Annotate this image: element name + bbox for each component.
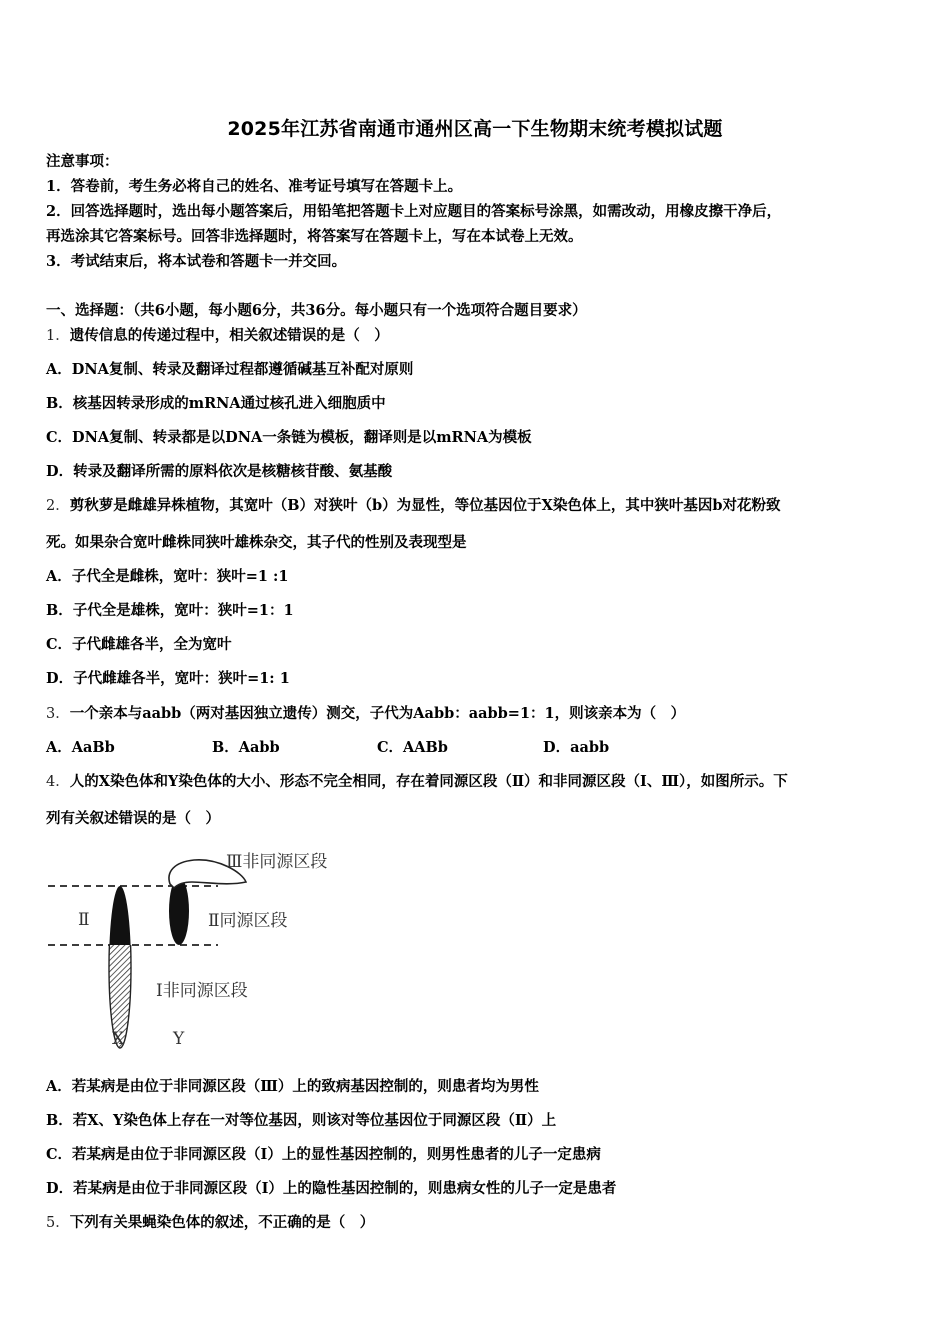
xy-chromosome-figure: [46, 848, 386, 1058]
notice-heading: 注意事项：: [46, 153, 119, 170]
question-2-option-c[interactable]: C．子代雌雄各半，全为宽叶: [46, 636, 232, 653]
page-title: 2025年江苏省南通市通州区高一下生物期末统考模拟试题: [227, 118, 723, 140]
label-y-chromosome: Y: [173, 1029, 185, 1049]
question-number: 3．: [46, 706, 70, 722]
question-4-option-b[interactable]: B．若X、Y染色体上存在一对等位基因，则该对等位基因位于同源区段（Ⅱ）上: [46, 1112, 557, 1129]
question-text: 剪秋萝是雌雄异株植物，其宽叶（B）对狭叶（b）为显性，等位基因位于X染色体上，其中狭叶基因b对花粉致: [69, 497, 781, 514]
question-1-option-a[interactable]: A．DNA复制、转录及翻译过程都遵循碱基互补配对原则: [46, 361, 414, 378]
notice-item: 3．考试结束后，将本试卷和答题卡一并交回。: [46, 253, 347, 270]
question-number: 4．: [46, 774, 70, 790]
question-text: 下列有关果蝇染色体的叙述，不正确的是（ ）: [69, 1214, 375, 1231]
question-3-options: [46, 738, 666, 758]
question-1-option-b[interactable]: B．核基因转录形成的mRNA通过核孔进入细胞质中: [46, 395, 386, 412]
question-3-option-a[interactable]: A．AaBb: [46, 739, 115, 756]
question-2-stem: [46, 496, 781, 516]
question-3-option-c[interactable]: C．AABb: [377, 739, 448, 756]
question-2-stem-cont: 死。如果杂合宽叶雌株同狭叶雄株杂交，其子代的性别及表现型是: [46, 534, 467, 551]
question-5-stem: [46, 1213, 374, 1233]
label-x-chromosome: X: [112, 1029, 125, 1049]
question-1-stem: [46, 326, 389, 346]
question-4-option-c[interactable]: C．若某病是由位于非同源区段（Ⅰ）上的显性基因控制的，则男性患者的儿子一定患病: [46, 1146, 601, 1163]
question-1-option-c[interactable]: C．DNA复制、转录都是以DNA一条链为模板，翻译则是以mRNA为模板: [46, 429, 532, 446]
label-segment-II: Ⅱ同源区段: [208, 911, 288, 931]
question-4-stem: [46, 772, 788, 792]
question-text: 一个亲本与aabb（两对基因独立遗传）测交，子代为Aabb：aabb=1：1，则该亲本为（ ）: [69, 705, 686, 722]
notice-item: 2．回答选择题时，选出每小题答案后，用铅笔把答题卡上对应题目的答案标号涂黑，如需改动，用橡皮擦干净后，: [46, 203, 782, 220]
label-segment-III: Ⅲ非同源区段: [226, 852, 328, 872]
question-2-option-a[interactable]: A．子代全是雌株，宽叶：狭叶=1 :1: [46, 568, 289, 585]
question-2-option-b[interactable]: B．子代全是雄株，宽叶：狭叶=1：1: [46, 602, 294, 619]
label-segment-I: Ⅰ非同源区段: [156, 981, 248, 1001]
y-chromosome-homologous-segment: [169, 877, 189, 945]
notice-item: 再选涂其它答案标号。回答非选择题时，将答案写在答题卡上，写在本试卷上无效。: [46, 228, 583, 245]
question-text: 遗传信息的传递过程中，相关叙述错误的是（ ）: [69, 327, 389, 344]
question-1-option-d[interactable]: D．转录及翻译所需的原料依次是核糖核苷酸、氨基酸: [46, 463, 393, 480]
question-4-stem-cont: 列有关叙述错误的是（ ）: [46, 810, 220, 827]
question-number: 1．: [46, 328, 70, 344]
question-2-option-d[interactable]: D．子代雌雄各半，宽叶：狭叶=1: 1: [46, 670, 290, 687]
question-3-option-d[interactable]: D．aabb: [543, 739, 610, 756]
question-3-option-b[interactable]: B．Aabb: [212, 739, 280, 756]
question-text: 人的X染色体和Y染色体的大小、形态不完全相同，存在着同源区段（Ⅱ）和非同源区段（Ⅰ、Ⅲ），如图所示。下: [69, 773, 788, 790]
question-4-option-d[interactable]: D．若某病是由位于非同源区段（Ⅰ）上的隐性基因控制的，则患病女性的儿子一定是患者: [46, 1180, 617, 1197]
question-3-stem: [46, 704, 685, 724]
question-number: 5．: [46, 1215, 70, 1231]
section-heading: 一、选择题：（共6小题，每小题6分，共36分。每小题只有一个选项符合题目要求）: [46, 302, 587, 319]
xy-chromosome-diagram: [46, 848, 386, 1058]
notice-item: 1．答卷前，考生务必将自己的姓名、准考证号填写在答题卡上。: [46, 178, 463, 195]
question-4-option-a[interactable]: A．若某病是由位于非同源区段（Ⅲ）上的致病基因控制的，则患者均为男性: [46, 1078, 539, 1095]
label-segment-II-left: Ⅱ: [78, 910, 90, 930]
question-number: 2．: [46, 498, 70, 514]
